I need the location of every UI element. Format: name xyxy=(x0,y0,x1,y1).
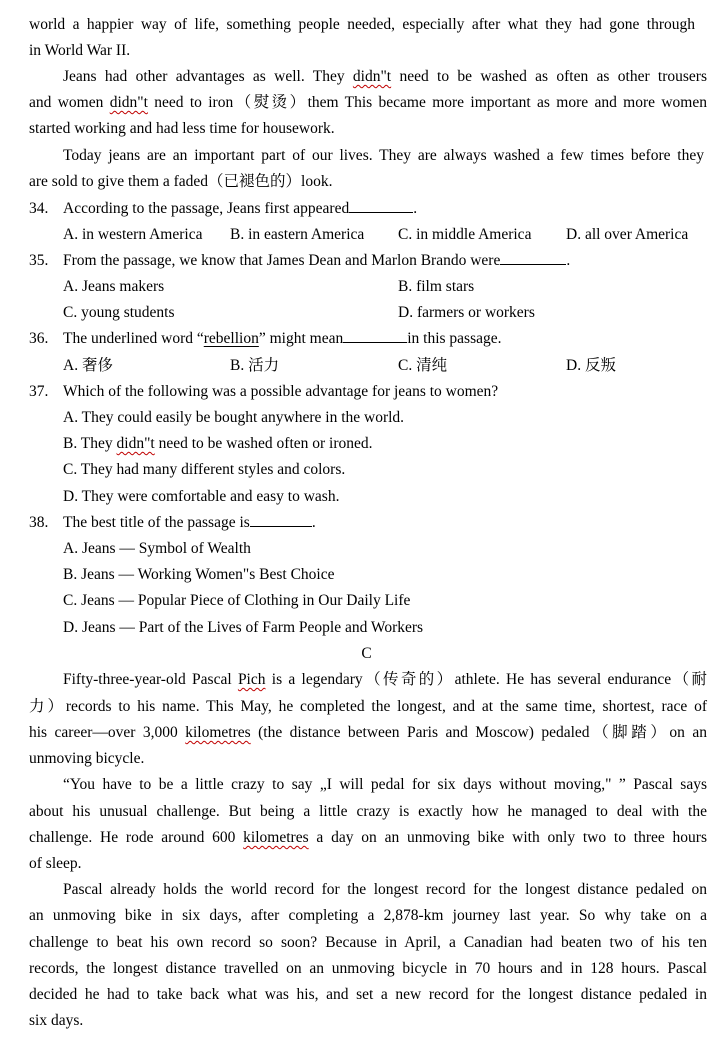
option-c: C. Jeans — Popular Piece of Clothing in Our Daily Life xyxy=(63,592,411,609)
question-stem xyxy=(63,199,417,219)
paragraph-line xyxy=(63,67,707,87)
question-number: 35. xyxy=(29,252,49,269)
answer-blank xyxy=(349,199,413,213)
option-a: A. They could easily be bought anywhere in the world. xyxy=(63,409,405,426)
answer-blank xyxy=(343,329,407,343)
paragraph-line xyxy=(29,723,707,743)
stem-text: . xyxy=(311,514,316,531)
text-run: over 3,000 xyxy=(107,724,186,741)
option-d: D. farmers or workers xyxy=(398,304,535,321)
text-run: need to be washed as often as other trousers xyxy=(391,68,707,85)
stem-text: in this passage. xyxy=(407,330,502,347)
text-run: is a legendary（传奇的）athlete. He has several endurance（耐 xyxy=(265,671,707,688)
question-number: 37. xyxy=(29,383,49,400)
stem-text: ” might mean xyxy=(258,330,344,347)
option-a: A. Jeans — Symbol of Wealth xyxy=(63,540,251,557)
paragraph-line: are sold to give them a faded（已褪色的）look. xyxy=(29,173,333,190)
text-run: (the distance between Paris and Moscow) pedaled（脚踏）on an xyxy=(250,724,707,741)
paragraph-line: decided he had to take back what was his, and set a new record for the longest distance pedaled in xyxy=(29,986,707,1003)
paragraph-line: an unmoving bike in six days, after completing a 2,878-km journey last year. So why take on a xyxy=(29,907,707,924)
paragraph-line xyxy=(29,93,707,113)
section-heading: C xyxy=(361,645,372,662)
spellcheck-word: Pich xyxy=(237,671,266,688)
option-c: C. in middle America xyxy=(398,226,532,243)
question-stem xyxy=(63,329,502,349)
stem-text: The underlined word “ xyxy=(63,330,204,347)
paragraph-line: unmoving bicycle. xyxy=(29,750,145,767)
option-d: D. Jeans — Part of the Lives of Farm People and Workers xyxy=(63,619,424,636)
option-d: D. They were comfortable and easy to wash. xyxy=(63,488,340,505)
text-run: and women xyxy=(29,94,110,111)
paragraph-line: world a happier way of life, something people needed, especially after what they had gone through xyxy=(29,16,695,33)
question-number: 38. xyxy=(29,514,49,531)
option-text: need to be washed often or ironed. xyxy=(154,435,373,452)
question-stem xyxy=(63,251,570,271)
option-b xyxy=(63,434,373,454)
text-run: a day on an unmoving bike with only two to three hours xyxy=(308,829,707,846)
paragraph-line: challenge to beat his own record so soon? Because in April, a Canadian had beaten two of his ten xyxy=(29,934,707,951)
question-number: 36. xyxy=(29,330,49,347)
option-b: B. in eastern America xyxy=(230,226,365,243)
question-stem xyxy=(63,513,316,533)
paragraph-line: Pascal already holds the world record for the longest record for the longest distance pedaled on xyxy=(63,881,707,898)
paragraph-line: started working and had less time for housework. xyxy=(29,120,335,137)
spellcheck-word: kilometres xyxy=(185,724,251,741)
text-run: challenge. He rode around 600 xyxy=(29,829,244,846)
paragraph-line: in World War II. xyxy=(29,42,131,59)
option-a: A. Jeans makers xyxy=(63,278,165,295)
answer-blank xyxy=(250,513,312,527)
option-a: A. 奢侈 xyxy=(63,357,113,374)
option-d: D. all over America xyxy=(566,226,689,243)
stem-text: . xyxy=(566,252,571,269)
paragraph-line: records, the longest distance travelled on an unmoving bicycle in 70 hours and in 128 hours. Pascal xyxy=(29,960,707,977)
paragraph-line: about his unusual challenge. But being a little crazy is exactly how he managed to deal with the xyxy=(29,803,707,820)
option-b: B. 活力 xyxy=(230,357,280,374)
stem-text: According to the passage, Jeans first appeared xyxy=(63,200,350,217)
paragraph-line xyxy=(63,670,707,690)
question-stem: Which of the following was a possible advantage for jeans to women? xyxy=(63,383,499,400)
question-number: 34. xyxy=(29,200,49,217)
spellcheck-word: didn"t xyxy=(109,94,148,111)
text-run: his career xyxy=(29,724,93,741)
option-b: B. Jeans — Working Women"s Best Choice xyxy=(63,566,335,583)
option-c: C. 清纯 xyxy=(398,357,448,374)
text-run: — xyxy=(92,724,108,741)
option-d: D. 反叛 xyxy=(566,357,616,374)
paragraph-line: Today jeans are an important part of our lives. They are always washed a few times before they xyxy=(63,147,704,164)
stem-text: . xyxy=(413,200,418,217)
paragraph-line: six days. xyxy=(29,1012,84,1029)
paragraph-line: 力）records to his name. This May, he completed the longest, and at the same time, shortest, race of xyxy=(29,698,707,715)
spellcheck-word: kilometres xyxy=(243,829,309,846)
option-c: C. They had many different styles and colors. xyxy=(63,461,346,478)
spellcheck-word: didn"t xyxy=(116,435,155,452)
spellcheck-word: didn"t xyxy=(352,68,392,85)
text-run: need to iron（熨烫）them This became more important as more and more women xyxy=(147,94,707,111)
paragraph-line: of sleep. xyxy=(29,855,82,872)
option-c: C. young students xyxy=(63,304,175,321)
stem-text: From the passage, we know that James Dean and Marlon Brando were xyxy=(63,252,501,269)
stem-text: The best title of the passage is xyxy=(63,514,250,531)
answer-blank xyxy=(500,251,566,265)
option-text: B. They xyxy=(63,435,117,452)
paragraph-line xyxy=(29,828,707,848)
underlined-word: rebellion xyxy=(203,330,259,347)
text-run: Fifty-three-year-old Pascal xyxy=(63,671,238,688)
paragraph-line: “You have to be a little crazy to say „I will pedal for six days without moving," ” Pascal says xyxy=(63,776,707,793)
option-b: B. film stars xyxy=(398,278,475,295)
option-a: A. in western America xyxy=(63,226,203,243)
text-run: Jeans had other advantages as well. They xyxy=(63,68,353,85)
